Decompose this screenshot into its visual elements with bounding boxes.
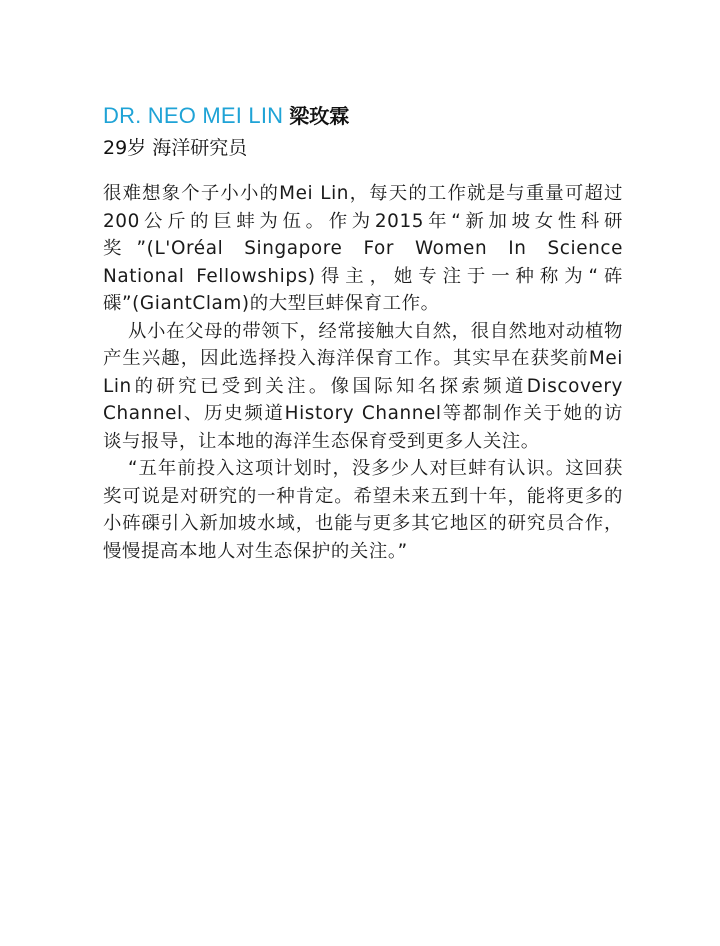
age-occupation: 29岁 海洋研究员 bbox=[103, 137, 248, 159]
name-chinese: 梁玫霖 bbox=[289, 104, 350, 128]
paragraph-background: 从小在父母的带领下，经常接触大自然，很自然地对动植物产生兴趣，因此选择投入海洋保育工作。其实早在获奖前Mei Lin的研究已受到关注。像国际知名探索频道Discovery Channel、历史频道History Channel等都制作关于她的访谈与报导，让本地的海洋生态保育受到更多人关注。 bbox=[103, 320, 623, 452]
paragraph-intro: 很难想象个子小小的Mei Lin，每天的工作就是与重量可超过200公斤的巨蚌为伍。作为2015年“新加坡女性科研奖”(L'Oréal Singapore For Women In Science National Fellowships)得主，她专注于一种称为“砗磲”(GiantClam)的大型巨蚌保育工作。 bbox=[103, 183, 623, 314]
name-english: DR. NEO MEI LIN bbox=[103, 103, 284, 128]
profile-header bbox=[103, 100, 349, 160]
name-line bbox=[103, 100, 349, 129]
paragraph-quote: “五年前投入这项计划时，没多少人对巨蚌有认识。这回获奖可说是对研究的一种肯定。希望未来五到十年，能将更多的小砗磲引入新加坡水域，也能与更多其它地区的研究员合作，慢慢提高本地人对生态保护的关注。” bbox=[103, 458, 623, 562]
article-body bbox=[103, 180, 623, 565]
